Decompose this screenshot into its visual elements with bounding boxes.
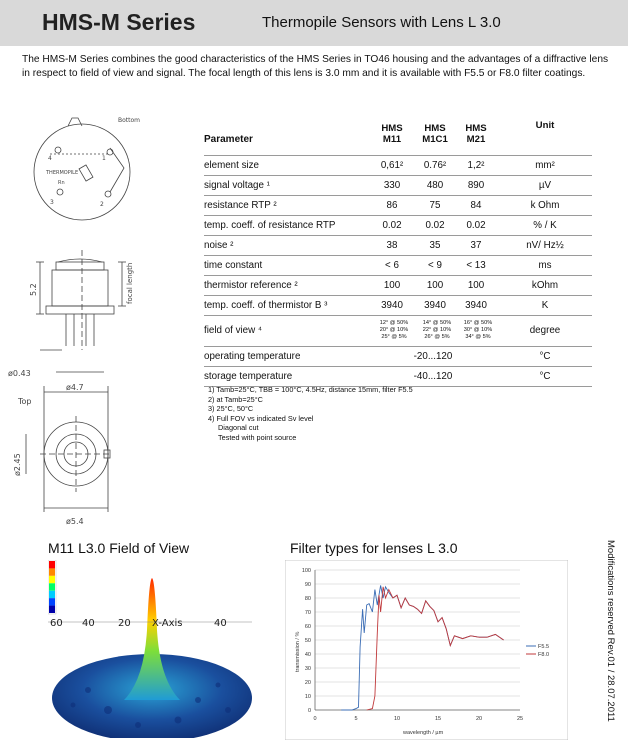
focal-length-label: focal length [126,262,134,304]
cell-unit: K [498,295,592,315]
fov-line: 16° @ 50% [463,320,493,326]
fov-axis-label: X-Axis [152,618,183,629]
fov-3d-plot [48,560,252,738]
param-name: time constant [204,255,368,275]
dimension-base: ø5.4 [66,517,84,526]
column-header-m21 [454,120,498,145]
y-tick-label: 90 [304,582,311,588]
chart-ylabel: transmission / % [295,631,301,672]
x-tick-label: 20 [475,716,483,722]
legend-entry: F8.0 [538,652,550,658]
y-tick-label: 30 [304,666,311,672]
legend-entry: F5.5 [538,644,550,650]
cell: -20...120 [368,346,498,366]
cell: < 9 [416,255,454,275]
fov-axis-tick: 60 [50,618,63,629]
param-name: noise ² [204,235,368,255]
cell: 3940 [454,295,498,315]
dimension-pin: ø0.43 [8,369,31,378]
thermopile-label: THERMOPILE [46,170,79,176]
fov-line: 25° @ 5% [381,334,407,340]
table-row [204,195,592,215]
cell-unit: ms [498,255,592,275]
side-note [600,540,620,735]
cell: 0.02 [368,215,416,235]
chart-frame [285,560,568,740]
page-subtitle: Thermopile Sensors with Lens L 3.0 [262,14,501,31]
cell: 1,2² [454,155,498,175]
filter-chart [285,560,568,740]
unit-label: Unit [535,120,555,131]
param-name: temp. coeff. of resistance RTP [204,215,368,235]
cell: 84 [454,195,498,215]
x-tick-label: 15 [434,716,442,722]
cell: 330 [368,175,416,195]
colorbar-swatch [49,576,55,583]
y-tick-label: 50 [304,638,311,644]
column-header-line: M1C1 [422,134,448,145]
table-row [204,366,592,386]
fov-line: 14° @ 50% [422,320,452,326]
cell: 0.02 [416,215,454,235]
footnote: 3) 25°C, 50°C [208,404,254,414]
column-header-line: HMS [465,123,487,134]
cell: 38 [368,235,416,255]
column-header-line: M11 [382,134,402,145]
fov-cell [368,315,416,346]
bottom-view-label: Bottom [118,117,141,124]
cell: 100 [416,275,454,295]
cell: 75 [416,195,454,215]
cell: 0.02 [454,215,498,235]
y-tick-label: 100 [301,568,311,574]
cell-unit: degree [498,315,592,346]
footnote: 4) Full FOV vs indicated Sv level [208,413,314,423]
table-row [204,275,592,295]
pin-label: 3 [50,199,54,206]
colorbar-swatch [49,568,55,575]
cell: -40...120 [368,366,498,386]
pin-label: 4 [48,155,52,162]
y-tick-label: 70 [304,610,311,616]
colorbar-swatch [49,606,55,613]
fov-cell [454,315,498,346]
series-title: HMS-M Series [42,9,196,35]
fov-axis-tick: 40 [82,618,95,629]
colorbar-swatch [49,591,55,598]
footnote: 1) Tamb=25°C, TBB = 100°C, 4.5Hz, distance 15mm, filter F5.5 [208,385,413,394]
table-row [204,215,592,235]
table-row-fov [204,315,592,346]
column-header-line: M21 [466,134,486,145]
fov-line: 12° @ 50% [379,320,409,326]
cell: < 6 [368,255,416,275]
table-row [204,295,592,315]
param-name: field of view ⁴ [204,315,368,346]
colorbar-swatch [49,561,55,568]
fov-line: 30° @ 10% [463,327,493,333]
cell-unit: k Ohm [498,195,592,215]
table-row [204,346,592,366]
table-row [204,155,592,175]
cell: 0.76² [416,155,454,175]
column-header-line: HMS [424,123,446,134]
rn-label: Rn [58,180,65,186]
mechanical-drawing [0,110,200,530]
cell: 3940 [416,295,454,315]
colorbar-swatch [49,598,55,605]
fov-axis-tick: 40 [214,618,227,629]
cell: 100 [368,275,416,295]
footnotes [208,385,413,443]
column-header-m1c1 [416,120,454,145]
cell-unit: kOhm [498,275,592,295]
x-tick-label: 5 [354,716,358,722]
fov-chart-title: M11 L3.0 Field of View [48,540,190,556]
param-name: operating temperature [204,346,368,366]
filter-chart-title: Filter types for lenses L 3.0 [290,540,458,556]
cell: 0,61² [368,155,416,175]
dimension-cap: ø4.7 [66,383,84,392]
x-tick-label: 0 [313,716,317,722]
cell: 480 [416,175,454,195]
top-view-label: Top [18,397,32,406]
fov-line: 34° @ 5% [465,334,491,340]
param-name: temp. coeff. of thermistor B ³ [204,295,368,315]
cell-unit: % / K [498,215,592,235]
column-header-m11 [368,120,416,145]
cell: 37 [454,235,498,255]
param-name: storage temperature [204,366,368,386]
cell-unit: µV [498,175,592,195]
pin-label: 1 [102,155,106,162]
cell: 890 [454,175,498,195]
dimension-window: ø2.45 [13,453,22,476]
footnote: Diagonal cut [218,423,259,433]
cell-unit: °C [498,346,592,366]
cell: 3940 [368,295,416,315]
spec-table [204,120,592,387]
fov-axis-tick: 20 [118,618,131,629]
y-tick-label: 10 [304,694,311,700]
y-tick-label: 80 [304,596,311,602]
y-tick-label: 60 [304,624,311,630]
y-tick-label: 40 [304,652,311,658]
dimension-height: 5.2 [29,283,38,296]
table-row [204,255,592,275]
footnote: Tested with point source [218,432,297,442]
table-header [204,120,592,145]
param-name: signal voltage ¹ [204,175,368,195]
fov-cell [416,315,454,346]
param-name: element size [204,155,368,175]
side-note-text: Modifications reserved Rev.01 / 28.07.2011 [605,540,616,722]
colorbar-swatch [49,583,55,590]
fov-line: 22° @ 10% [422,327,452,333]
column-header-parameter: Parameter [204,134,253,145]
cell: 100 [454,275,498,295]
cell: 86 [368,195,416,215]
cell-unit: °C [498,366,592,386]
pin-label: 2 [100,201,104,208]
fov-line: 20° @ 10% [379,327,409,333]
param-name: thermistor reference ² [204,275,368,295]
cell-unit: mm² [498,155,592,175]
column-header-unit [498,120,592,145]
footnote: 2) at Tamb=25°C [208,394,263,404]
x-tick-label: 10 [393,716,401,722]
column-header-line: HMS [381,123,403,134]
fov-line: 26° @ 5% [424,334,450,340]
intro-paragraph: The HMS-M Series combines the good characteristics of the HMS Series in TO46 housing and the advantages of a diffractive lens in respect to field of view and signal. The focal length of this lens is 3.0 mm and it is available with F5.5 or F8.0 filter coatings. [22,54,609,79]
chart-xlabel: wavelength / µm [403,730,444,736]
cell: < 13 [454,255,498,275]
cell-unit: nV/ Hz½ [498,235,592,255]
colorbar [49,561,55,613]
y-tick-label: 20 [304,680,311,686]
cell: 35 [416,235,454,255]
table-row [204,175,592,195]
param-name: resistance RTP ² [204,195,368,215]
table-row [204,235,592,255]
y-tick-label: 0 [307,708,311,714]
x-tick-label: 25 [516,716,524,722]
